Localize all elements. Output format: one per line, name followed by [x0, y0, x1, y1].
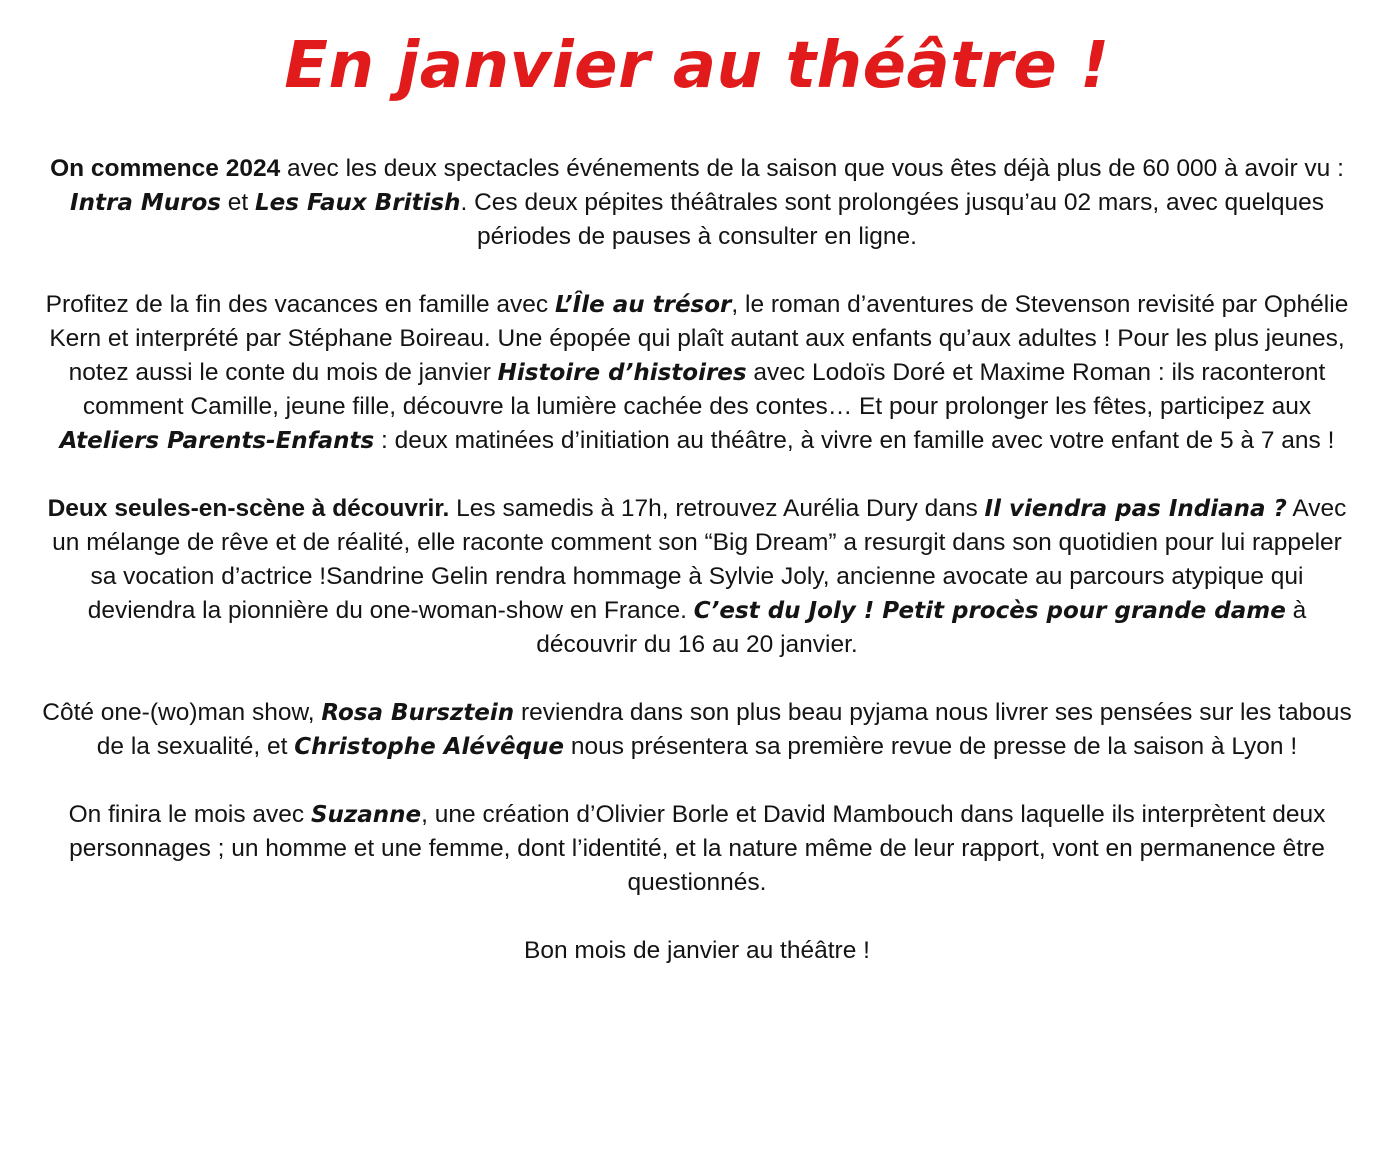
page-title: En janvier au théâtre ! — [284, 29, 1110, 103]
body-text: : deux matinées d’initiation au théâtre, à vivre en famille avec votre enfant de 5 à 7 ans ! — [374, 427, 1335, 454]
show-title: Intra Muros — [70, 190, 221, 216]
article-paragraph — [40, 152, 1354, 254]
body-text: Bon mois de janvier au théâtre ! — [524, 937, 870, 964]
body-text: avec Lodoïs Doré et Maxime Roman : ils raconteront comment Camille, jeune fille, découvre la lumière cachée des contes… Et pour prolonger les fêtes, participez aux — [82, 359, 1326, 420]
body-text: nous présentera sa première revue de presse de la saison à Lyon ! — [564, 733, 1298, 760]
show-title: Christophe Alévêque — [294, 734, 565, 760]
show-title: C’est du Joly ! Petit procès pour grande dame — [693, 598, 1286, 624]
show-title: Il viendra pas Indiana ? — [984, 496, 1287, 522]
body-text: On finira le mois avec — [68, 801, 311, 828]
body-text: Les samedis à 17h, retrouvez Aurélia Dury dans — [449, 495, 985, 522]
body-text: avec les deux spectacles événements de la saison que vous êtes déjà plus de 60 000 à avoir vu : — [280, 155, 1344, 182]
show-title: Ateliers Parents-Enfants — [59, 428, 375, 454]
article-paragraph — [40, 798, 1354, 900]
article-paragraph — [40, 288, 1354, 458]
body-text: et — [220, 189, 255, 216]
show-title: Rosa Bursztein — [321, 700, 515, 726]
show-title: L’Île au trésor — [554, 292, 732, 318]
bold-lead-text: Deux seules-en-scène à découvrir. — [47, 495, 450, 522]
article-paragraph — [40, 696, 1354, 764]
article-body — [40, 152, 1354, 1002]
body-text: . Ces deux pépites théâtrales sont prolongées jusqu’au 02 mars, avec quelques périodes de pauses à consulter en ligne. — [460, 189, 1324, 250]
body-text: Côté one-(wo)man show, — [42, 699, 322, 726]
body-text: Avec un mélange de rêve et de réalité, elle raconte comment son “Big Dream” a resurgit dans son quotidien pour lui rappeler sa vocation d’actrice !Sandrine Gelin rendra hommage à Sylvie Joly, ancienne avocate au parcours atypique qui deviendra la pionnière du one-woman-show en France. — [52, 495, 1347, 624]
article-paragraph — [40, 492, 1354, 662]
article-paragraph — [40, 934, 1354, 968]
body-text: , une création d’Olivier Borle et David Mambouch dans laquelle ils interprètent deux personnages ; un homme et une femme, dont l’identité, et la nature même de leur rapport, vont en permanence être questionnés. — [69, 801, 1326, 896]
body-text: à découvrir du 16 au 20 janvier. — [536, 597, 1307, 658]
show-title: Suzanne — [310, 802, 422, 828]
body-text: reviendra dans son plus beau pyjama nous livrer ses pensées sur les tabous de la sexualité, et — [96, 699, 1352, 760]
show-title: Les Faux British — [255, 190, 461, 216]
body-text: , le roman d’aventures de Stevenson revisité par Ophélie Kern et interprété par Stéphane Boireau. Une épopée qui plaît autant aux enfants qu’aux adultes ! Pour les plus jeunes, notez aussi le conte du mois de janvier — [49, 291, 1349, 386]
show-title: Histoire d’histoires — [497, 360, 747, 386]
body-text: Profitez de la fin des vacances en famille avec — [45, 291, 555, 318]
bold-lead-text: On commence 2024 — [50, 155, 281, 182]
